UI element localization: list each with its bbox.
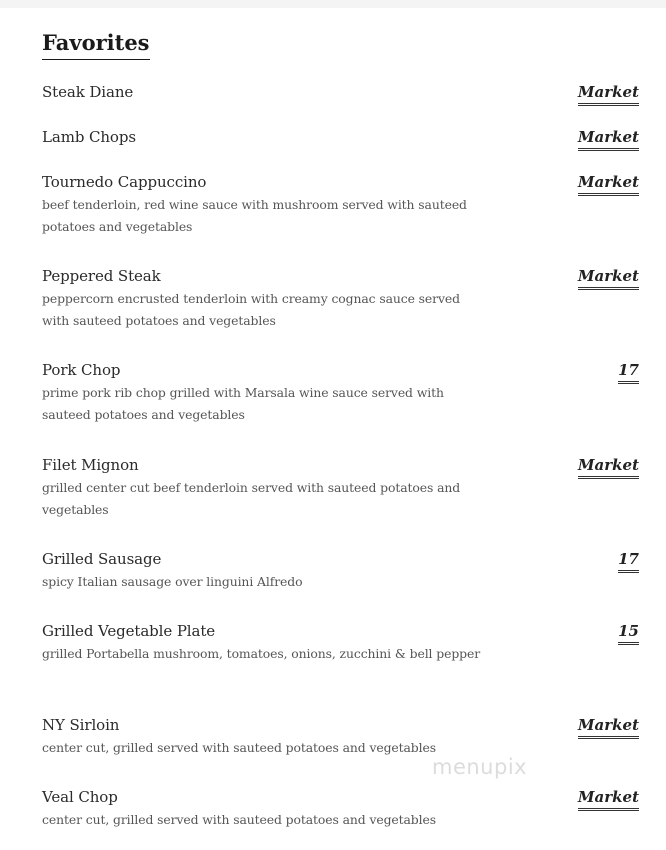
- item-name: Grilled Sausage: [42, 550, 162, 568]
- item-price: Market: [578, 128, 639, 151]
- menu-item-grilled-vegetable-plate: [42, 621, 639, 665]
- item-name: Lamb Chops: [42, 128, 136, 146]
- menu-item-grilled-sausage: [42, 549, 639, 593]
- item-name: Veal Chop: [42, 788, 118, 806]
- item-description: center cut, grilled served with sauteed potatoes and vegetables: [42, 740, 436, 755]
- item-description: beef tenderloin, red wine sauce with mushroom served with sauteed potatoes and vegetables: [42, 197, 467, 234]
- item-name: Tournedo Cappuccino: [42, 173, 207, 191]
- item-price: 17: [618, 550, 639, 573]
- menu-item-lamb-chops: [42, 127, 639, 147]
- item-price: Market: [578, 173, 639, 196]
- menu-item-veal-chop: [42, 787, 639, 831]
- item-description: grilled Portabella mushroom, tomatoes, onions, zucchini & bell pepper: [42, 646, 481, 661]
- menupix-watermark: menupix: [432, 755, 528, 779]
- menu-item-steak-diane: [42, 82, 639, 102]
- menu-item-ny-sirloin: [42, 715, 639, 759]
- item-price: 17: [618, 361, 639, 384]
- item-price: Market: [578, 716, 639, 739]
- item-name: NY Sirloin: [42, 716, 120, 734]
- item-name: Pork Chop: [42, 361, 121, 379]
- item-description: peppercorn encrusted tenderloin with creamy cognac sauce served with sauteed potatoes and vegetables: [42, 291, 460, 328]
- item-price: Market: [578, 788, 639, 811]
- item-description: spicy Italian sausage over linguini Alfredo: [42, 574, 303, 589]
- menu-item-peppered-steak: [42, 266, 639, 332]
- section-title: Favorites: [42, 30, 150, 60]
- item-price: 15: [618, 622, 639, 645]
- menu-item-tournedo-cappuccino: [42, 172, 639, 238]
- item-name: Grilled Vegetable Plate: [42, 622, 216, 640]
- menu-item-filet-mignon: [42, 455, 639, 521]
- item-description: prime pork rib chop grilled with Marsala wine sauce served with sauteed potatoes and vegetables: [42, 385, 444, 422]
- top-strip: [0, 0, 666, 8]
- item-description: grilled center cut beef tenderloin served with sauteed potatoes and vegetables: [42, 480, 461, 517]
- item-price: Market: [578, 456, 639, 479]
- menu-item-pork-chop: [42, 360, 639, 426]
- item-price: Market: [578, 267, 639, 290]
- item-name: Filet Mignon: [42, 456, 139, 474]
- item-price: Market: [578, 83, 639, 106]
- item-name: Peppered Steak: [42, 267, 161, 285]
- item-description: center cut, grilled served with sauteed potatoes and vegetables: [42, 812, 436, 827]
- item-name: Steak Diane: [42, 83, 134, 101]
